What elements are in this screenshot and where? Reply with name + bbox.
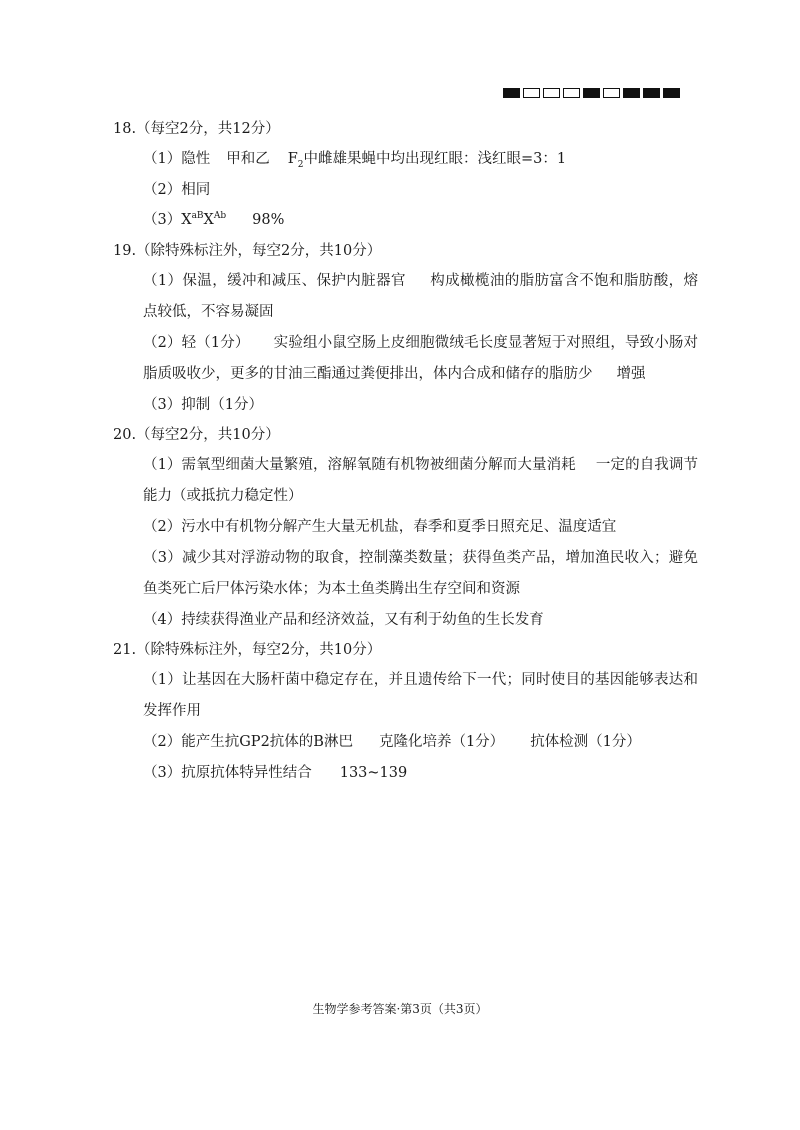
q19-a2-part2: 实验组小鼠空肠上皮细胞微绒毛长度显著短于对照组，导致小肠对脂质吸收少，更多的甘油三酯通过粪便排出，体内合成和储存的脂肪少 xyxy=(143,334,698,382)
q19-a2-part3: 增强 xyxy=(616,365,646,382)
q21-answer-1: （1）让基因在大肠杆菌中稳定存在，并且遗传给下一代；同时使目的基因能够表达和发挥作用 xyxy=(143,672,698,719)
q21-heading: 21.（除特殊标注外，每空2分，共10分） xyxy=(113,642,382,658)
q18-a3-x1: X xyxy=(181,212,192,228)
q18-a3-sup2: Ab xyxy=(213,211,227,222)
q20-answer-4: （4）持续获得渔业产品和经济效益，又有利于幼鱼的生长发育 xyxy=(143,611,544,628)
q18-a3-percent: 98% xyxy=(252,212,285,228)
q21-a2-part3: 抗体检测（1分） xyxy=(530,734,641,750)
q18-a3-label: （3） xyxy=(143,212,182,228)
answer-content xyxy=(113,114,698,788)
filled-square-icon xyxy=(623,88,640,98)
filled-square-icon xyxy=(663,88,680,98)
q19-heading: 19.（除特殊标注外，每空2分，共10分） xyxy=(113,242,382,259)
q18-a1-f: F xyxy=(287,151,298,167)
q18-a1-f-sub: 2 xyxy=(297,159,304,170)
q19-a1-part2: 构成橄榄油的脂肪富含不饱和脂肪酸，熔点较低，不容易凝固 xyxy=(143,272,698,320)
q21-a2-label: （2）能产生抗GP2抗体的B淋巴 xyxy=(143,734,353,750)
q18-a1-part2: 甲和乙 xyxy=(226,151,270,167)
q21-a3-label: （3）抗原抗体特异性结合 xyxy=(143,764,312,781)
filled-square-icon xyxy=(503,88,520,98)
q19-answer-2 xyxy=(113,328,698,390)
header-marks xyxy=(503,88,680,98)
q18-a3-sup1: aB xyxy=(191,211,204,222)
q21-a3-part2: 133~139 xyxy=(339,764,408,781)
q21-answer-2 xyxy=(113,727,698,758)
empty-square-icon xyxy=(523,88,540,98)
q19-answer-3: （3）抑制（1分） xyxy=(143,396,263,413)
q18-answer-2: （2）相同 xyxy=(143,181,211,198)
filled-square-icon xyxy=(643,88,660,98)
empty-square-icon xyxy=(543,88,560,98)
q18-a1-label: （1）隐性 xyxy=(143,151,211,167)
q18-a3-x2: X xyxy=(203,212,214,228)
empty-square-icon xyxy=(563,88,580,98)
q20-answer-2: （2）污水中有机物分解产生大量无机盐，春季和夏季日照充足、温度适宜 xyxy=(143,519,617,535)
q18-answer-3 xyxy=(113,205,698,236)
page-footer: 生物学参考答案·第3页（共3页） xyxy=(312,1002,488,1016)
q19-a2-label: （2）轻（1分） xyxy=(143,334,250,351)
q20-a1-label: （1）需氧型细菌大量繁殖，溶解氧随有机物被细菌分解而大量消耗 xyxy=(143,457,576,473)
q20-answer-1 xyxy=(113,450,698,512)
empty-square-icon xyxy=(603,88,620,98)
q20-a1-part2: 一定的自我调节能力（或抵抗力稳定性） xyxy=(143,457,698,504)
q18-a1-part3: 中雌雄果蝇中均出现红眼：浅红眼=3：1 xyxy=(303,151,567,167)
q18-heading: 18.（每空2分，共12分） xyxy=(113,121,280,137)
q20-answer-3: （3）减少其对浮游动物的取食，控制藻类数量；获得鱼类产品，增加渔民收入；避免鱼类死亡后尸体污染水体；为本土鱼类腾出生存空间和资源 xyxy=(143,549,698,597)
filled-square-icon xyxy=(583,88,600,98)
q21-a2-part2: 克隆化培养（1分） xyxy=(378,734,505,750)
q19-answer-1 xyxy=(113,266,698,328)
q20-heading: 20.（每空2分，共10分） xyxy=(113,427,280,443)
q19-a1-label: （1）保温，缓冲和减压、保护内脏器官 xyxy=(143,272,406,289)
q21-answer-3 xyxy=(113,758,698,789)
q18-answer-1 xyxy=(113,144,698,175)
